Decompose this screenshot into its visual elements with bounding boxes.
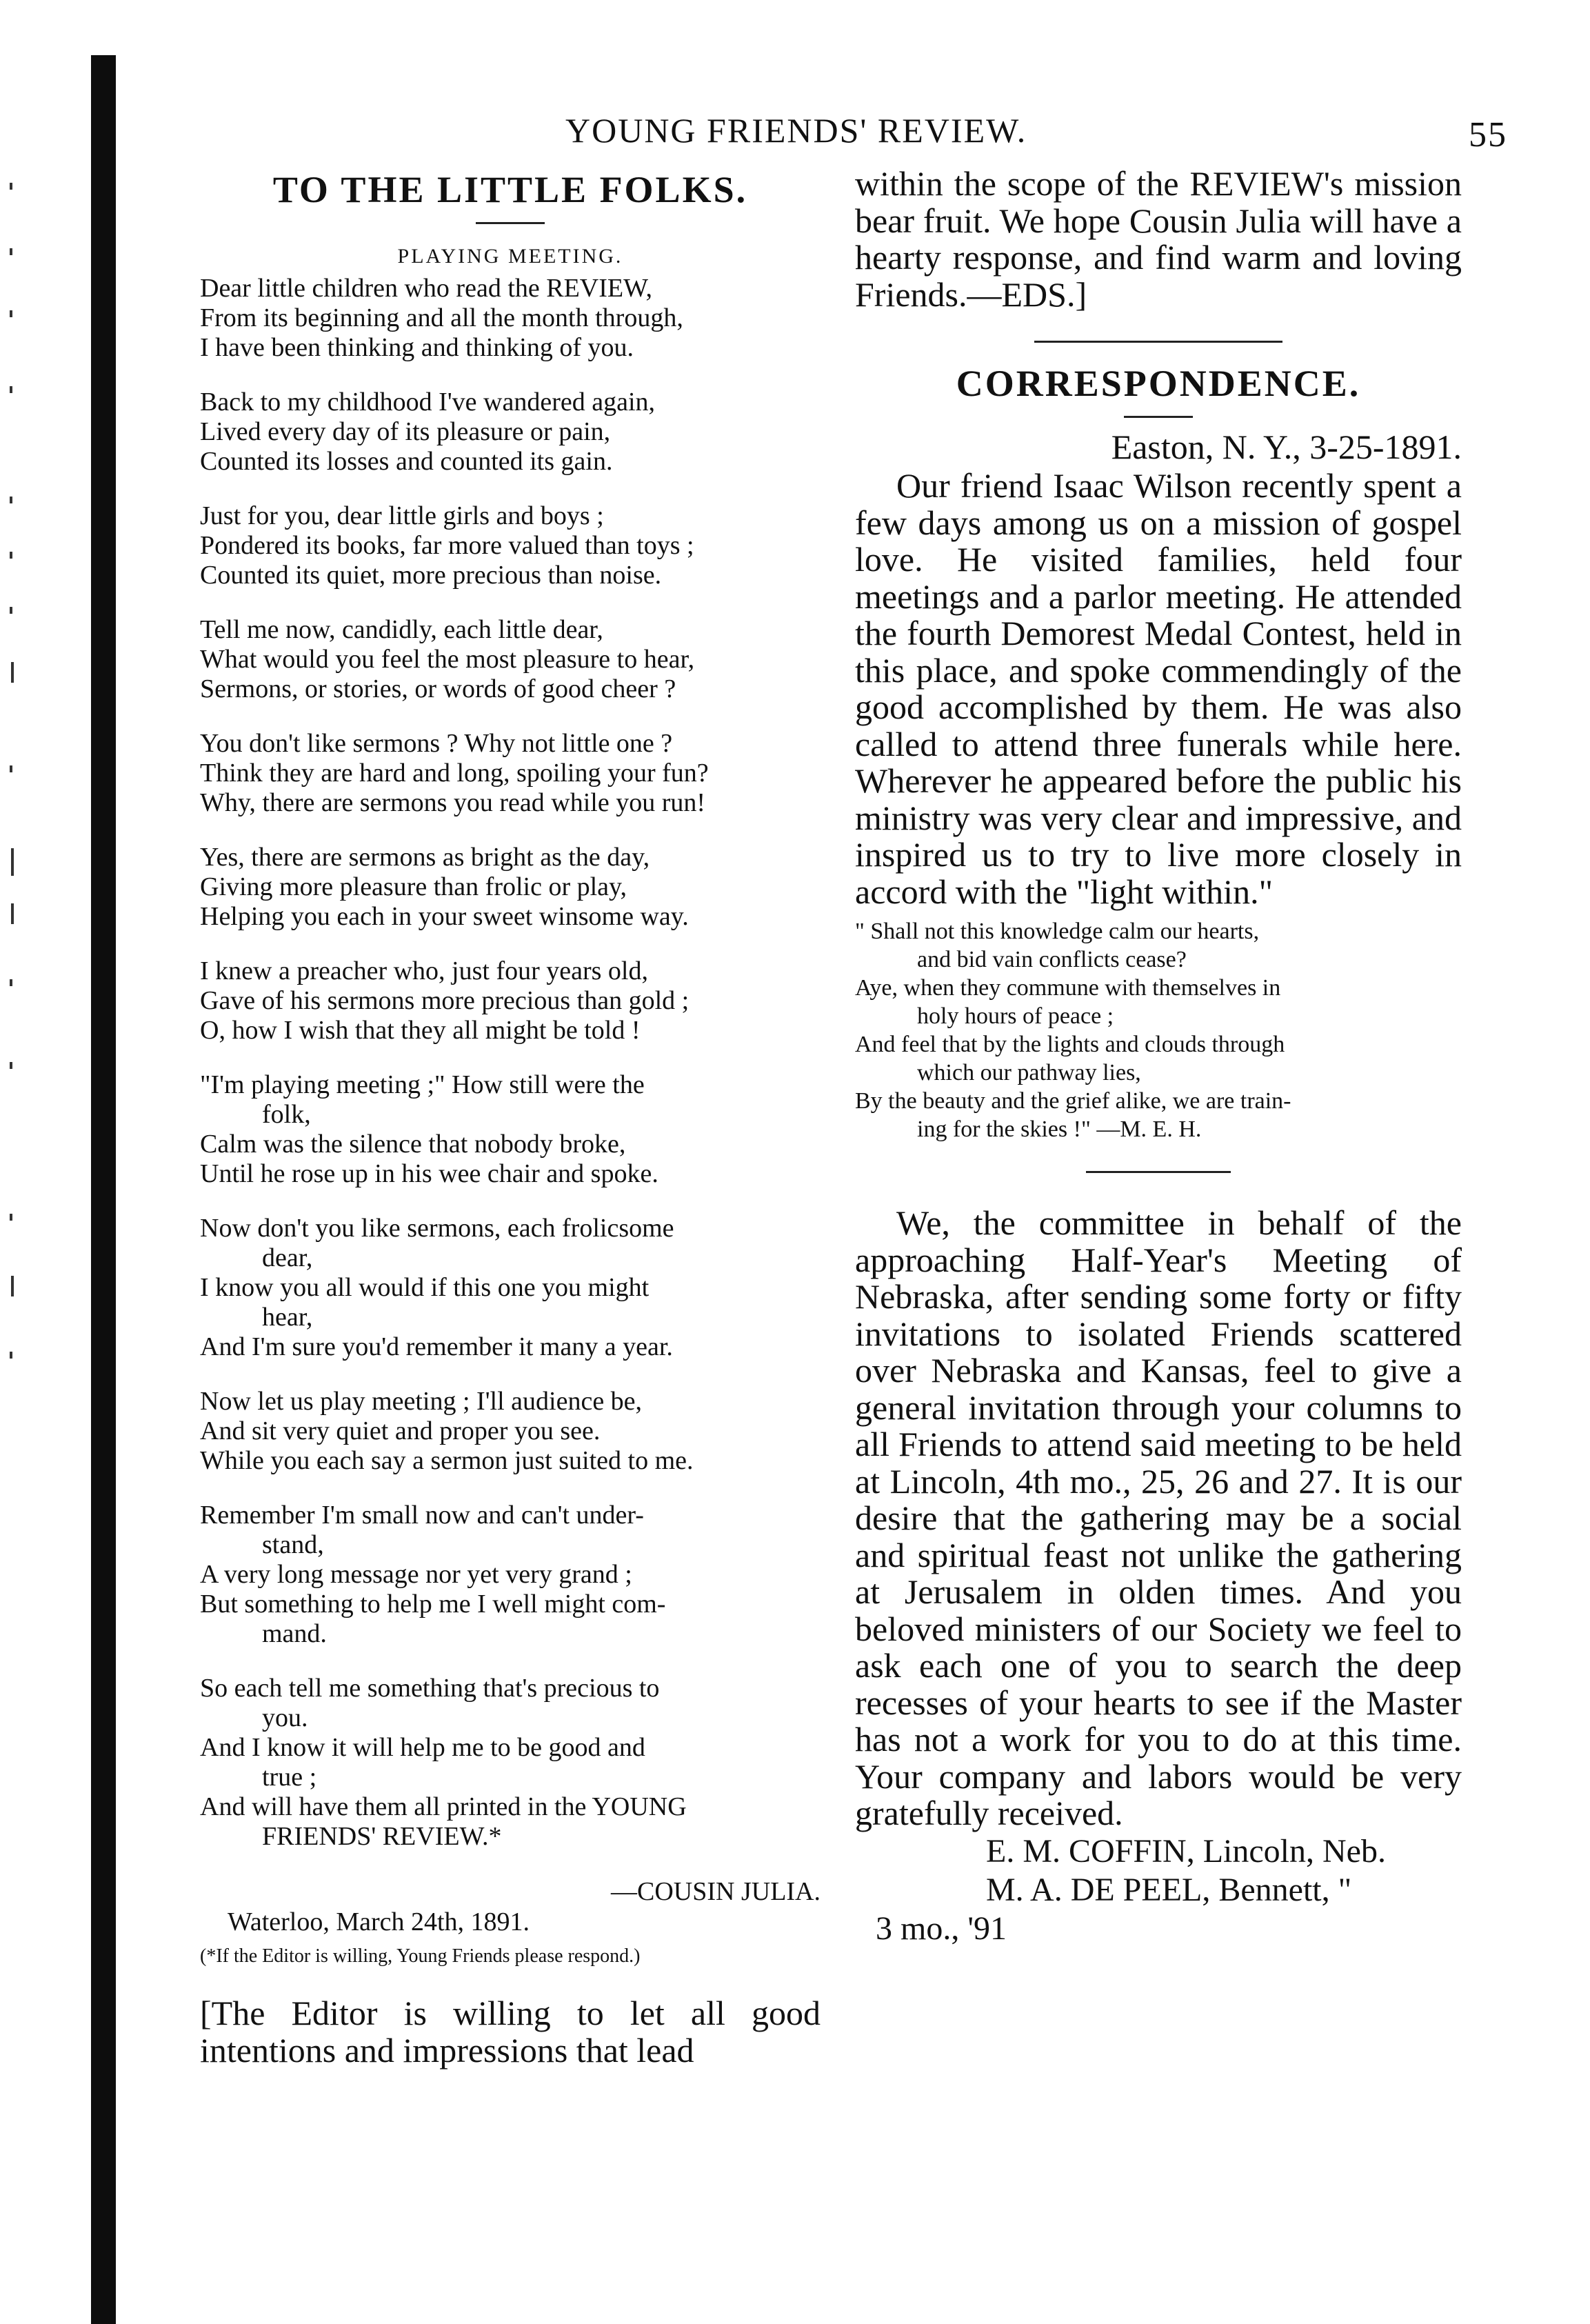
verse-line: And I know it will help me to be good and xyxy=(200,1733,645,1762)
verse-line: mand. xyxy=(262,1619,327,1648)
binding-shadow xyxy=(91,55,116,2324)
verse-line: I have been thinking and thinking of you. xyxy=(200,333,634,362)
verse-line: Calm was the silence that nobody broke, xyxy=(200,1130,626,1159)
stanza xyxy=(200,388,821,477)
verse-line: But something to help me I well might com- xyxy=(200,1590,666,1619)
footnote: (*If the Editor is willing, Young Friends please respond.) xyxy=(200,1945,641,1967)
section-divider xyxy=(1034,341,1282,343)
verse-line: So each tell me something that's precious to xyxy=(200,1674,660,1703)
stanza xyxy=(200,501,821,590)
verse-line: And will have them all printed in the YOUNG xyxy=(200,1792,687,1821)
verse-line: Sermons, or stories, or words of good cheer ? xyxy=(200,674,676,703)
verse-line: Back to my childhood I've wandered again, xyxy=(200,388,656,417)
stanza xyxy=(200,1214,821,1362)
verse-line: I knew a preacher who, just four years old, xyxy=(200,956,648,985)
title-rule xyxy=(476,222,545,224)
verse-line: Remember I'm small now and can't under- xyxy=(200,1501,644,1530)
verse-line: From its beginning and all the month through, xyxy=(200,303,683,332)
verse-line: O, how I wish that they all might be told ! xyxy=(200,1016,641,1045)
letter-dateline: Easton, N. Y., 3-25-1891. xyxy=(1111,428,1462,466)
verse-line: dear, xyxy=(262,1243,313,1272)
left-column xyxy=(200,166,821,2069)
verse-line: Why, there are sermons you read while you run! xyxy=(200,788,706,817)
poem-signature: —COUSIN JULIA. xyxy=(611,1877,821,1906)
verse-line: Lived every day of its pleasure or pain, xyxy=(200,417,611,446)
verse-line: Giving more pleasure than frolic or play, xyxy=(200,872,627,901)
verse-line: hear, xyxy=(262,1303,313,1332)
verse-line: true ; xyxy=(262,1763,317,1792)
stanza xyxy=(200,1501,821,1649)
verse-line: Helping you each in your sweet winsome way. xyxy=(200,902,689,931)
section-title-correspondence: CORRESPONDENCE. xyxy=(956,363,1361,404)
verse-line: A very long message nor yet very grand ; xyxy=(200,1560,632,1589)
quote-line: and bid vain conflicts cease? xyxy=(917,947,1187,972)
stanza xyxy=(200,956,821,1045)
verse-line: FRIENDS' REVIEW.* xyxy=(262,1822,502,1851)
section-title-little-folks: TO THE LITTLE FOLKS. xyxy=(272,169,748,210)
verse-line: Think they are hard and long, spoiling your fun? xyxy=(200,759,709,788)
running-header xyxy=(565,110,1507,159)
quote-line: holy hours of peace ; xyxy=(917,1003,1114,1029)
verse-line: I know you all would if this one you might xyxy=(200,1273,650,1302)
margin-specks xyxy=(0,0,76,2324)
verse-line: "I'm playing meeting ;" How still were the xyxy=(200,1070,645,1099)
verse-line: And I'm sure you'd remember it many a year. xyxy=(200,1332,673,1361)
verse-line: Pondered its books, far more valued than toys ; xyxy=(200,531,694,560)
quote-line: By the beauty and the grief alike, we are train- xyxy=(855,1088,1291,1114)
stanza xyxy=(200,1070,821,1189)
quote-line: which our pathway lies, xyxy=(917,1060,1141,1085)
signer-de-peel: M. A. DE PEEL, Bennett, " xyxy=(986,1871,1352,1908)
poem-body xyxy=(200,274,821,1852)
verse-line: You don't like sermons ? Why not little one ? xyxy=(200,729,673,758)
quote-line: " Shall not this knowledge calm our hearts, xyxy=(855,919,1260,944)
journal-title: YOUNG FRIENDS' REVIEW. xyxy=(565,111,1027,150)
right-column xyxy=(855,166,1462,1948)
poem-place-date: Waterloo, March 24th, 1891. xyxy=(228,1907,530,1936)
stanza xyxy=(200,615,821,704)
quote-line: And feel that by the lights and clouds through xyxy=(855,1032,1285,1057)
verse-line: And sit very quiet and proper you see. xyxy=(200,1416,601,1445)
verse-line: Counted its losses and counted its gain. xyxy=(200,447,613,476)
stanza xyxy=(200,843,821,932)
letter-nebraska-committee: We, the committee in behalf of the approaching Half-Year's Meeting of Nebraska, after sending some forty or fifty invitations to isolated Friends scattered over Nebraska and Kansas, feel to give a general invitation through your columns to all Friends to attend said meeting to be held at Lincoln, 4th mo., 25, 26 and 27. It is our desire that the gathering may be a social and spiritual feast not unlike the gathering at Jerusalem in olden times. And you beloved ministers of our Society we feel to ask each one of you to search the deep recesses of your hearts to see if the Master has not a work for you to do at this time. Your company and labors would be very gratefully received. xyxy=(855,1203,1462,1832)
poem-title: PLAYING MEETING. xyxy=(397,245,623,268)
letter-divider xyxy=(1086,1171,1231,1173)
stanza xyxy=(200,1674,821,1852)
signer-coffin: E. M. COFFIN, Lincoln, Neb. xyxy=(986,1832,1386,1870)
editor-note-start: [The Editor is willing to let all good intentions and impressions that lead xyxy=(200,1994,821,2070)
verse-line: Now don't you like sermons, each frolicsome xyxy=(200,1214,674,1243)
sign-date: 3 mo., '91 xyxy=(876,1910,1007,1947)
verse-line: Gave of his sermons more precious than gold ; xyxy=(200,986,690,1015)
stanza xyxy=(200,274,821,363)
quote-line: ing for the skies !" —M. E. H. xyxy=(917,1116,1202,1142)
verse-line: you. xyxy=(262,1703,308,1732)
stanza xyxy=(200,729,821,818)
verse-line: While you each say a sermon just suited to me. xyxy=(200,1446,694,1475)
verse-line: Counted its quiet, more precious than noise. xyxy=(200,561,662,590)
verse-line: stand, xyxy=(262,1530,324,1559)
verse-line: Dear little children who read the REVIEW, xyxy=(200,274,652,303)
editor-note-end: within the scope of the REVIEW's mission bear fruit. We hope Cousin Julia will have a hearty response, and find warm and loving Friends.—EDS.] xyxy=(855,164,1462,314)
quoted-verse xyxy=(855,917,1462,1143)
letter-isaac-wilson: Our friend Isaac Wilson recently spent a few days among us on a mission of gospel love. He visited families, held four meetings and a parlor meeting. He attended the fourth Demorest Medal Contest, held in this place, and spoke commendingly of the good accomplished by them. He was also called to attend three funerals while here. Wherever he appeared before the public his ministry was very clear and impressive, and inspired us to try to live more closely in accord with the "light within." xyxy=(855,466,1462,911)
verse-line: What would you feel the most pleasure to hear, xyxy=(200,645,695,674)
title-rule xyxy=(1124,416,1193,418)
verse-line: Now let us play meeting ; I'll audience be, xyxy=(200,1387,643,1416)
verse-line: Yes, there are sermons as bright as the day, xyxy=(200,843,650,872)
stanza xyxy=(200,1387,821,1476)
verse-line: folk, xyxy=(262,1100,311,1129)
page-number: 55 xyxy=(1469,115,1507,154)
verse-line: Tell me now, candidly, each little dear, xyxy=(200,615,603,644)
quote-line: Aye, when they commune with themselves in xyxy=(855,975,1281,1001)
verse-line: Until he rose up in his wee chair and spoke. xyxy=(200,1159,658,1188)
verse-line: Just for you, dear little girls and boys ; xyxy=(200,501,604,530)
